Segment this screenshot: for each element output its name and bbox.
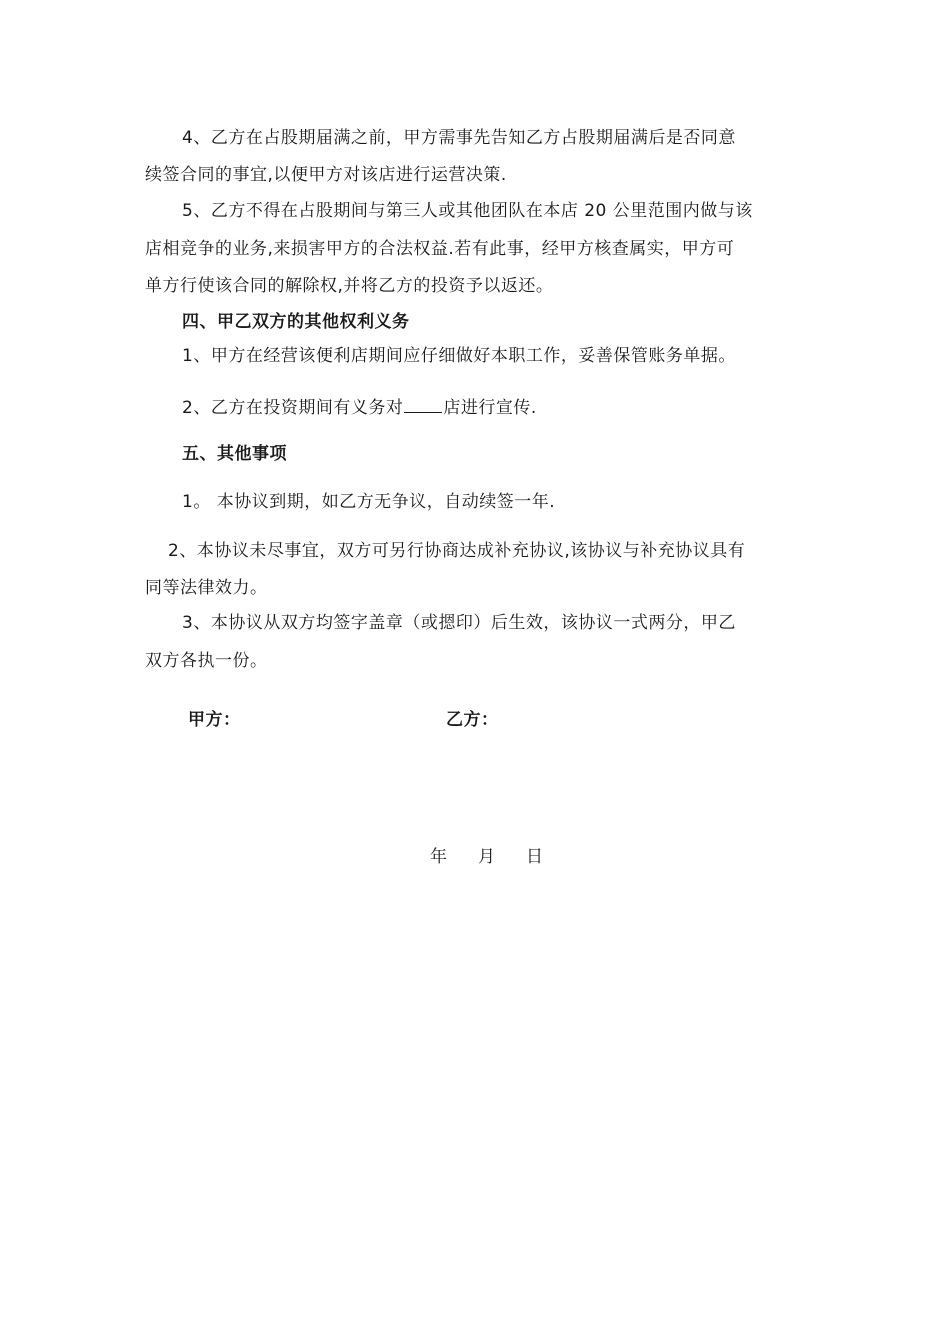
section-4-heading: 四、甲乙双方的其他权利义务 — [182, 312, 410, 332]
party-b-signature-label: 乙方： — [446, 710, 499, 730]
date-year-label: 年 — [430, 847, 448, 867]
section-5-item-2-line-1: 2、本协议未尽事宜，双方可另行协商达成补充协议,该协议与补充协议具有 — [168, 541, 746, 561]
clause-5-line-3: 单方行使该合同的解除权,并将乙方的投资予以返还。 — [145, 276, 554, 296]
fill-in-blank — [404, 396, 442, 413]
section-5-item-2-line-2: 同等法律效力。 — [145, 578, 268, 598]
date-month-label: 月 — [478, 847, 496, 867]
section-5-item-3-line-2: 双方各执一份。 — [145, 651, 268, 671]
clause-4-line-1: 4、乙方在占股期届满之前，甲方需事先告知乙方占股期届满后是否同意 — [182, 128, 736, 148]
section-5-item-3-line-1: 3、本协议从双方均签字盖章（或摁印）后生效，该协议一式两分，甲乙 — [182, 613, 736, 633]
section-4-item-2-suffix: 店进行宣传. — [443, 398, 537, 418]
section-5-heading: 五、其他事项 — [182, 444, 287, 464]
clause-4-line-2: 续签合同的事宜,以便甲方对该店进行运营决策. — [145, 165, 507, 185]
section-4-item-2-prefix: 2、乙方在投资期间有义务对 — [182, 398, 404, 418]
section-4-item-2 — [182, 396, 537, 418]
date-day-label: 日 — [526, 847, 544, 867]
section-4-item-1: 1、甲方在经营该便利店期间应仔细做好本职工作，妥善保管账务单据。 — [182, 346, 736, 366]
section-5-item-1: 1。 本协议到期，如乙方无争议，自动续签一年. — [182, 492, 556, 512]
party-a-signature-label: 甲方： — [188, 710, 241, 730]
clause-5-line-1: 5、乙方不得在占股期间与第三人或其他团队在本店 20 公里范围内做与该 — [182, 201, 753, 221]
clause-5-line-2: 店相竞争的业务,来损害甲方的合法权益.若有此事，经甲方核查属实，甲方可 — [145, 239, 735, 259]
